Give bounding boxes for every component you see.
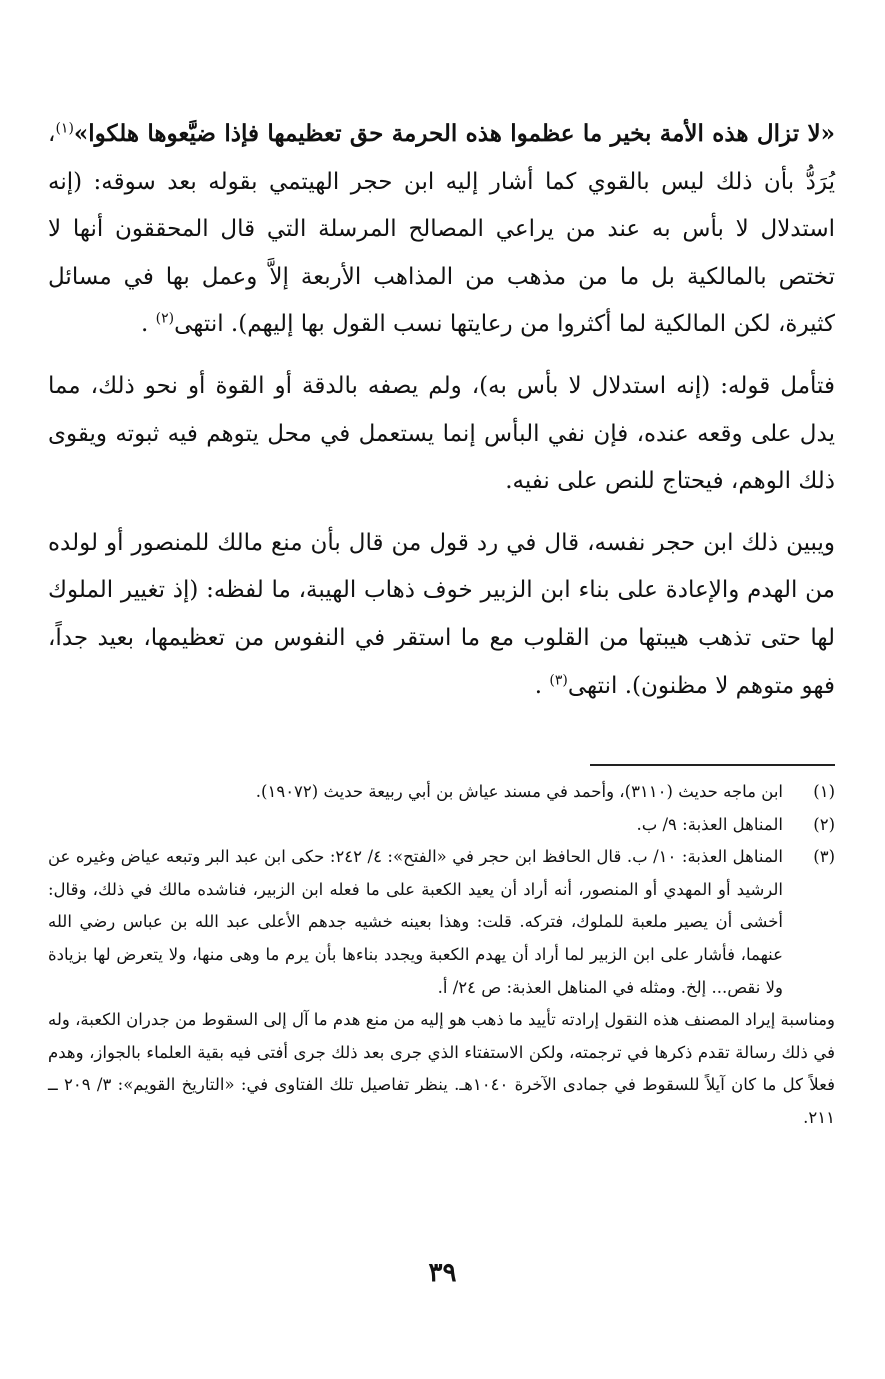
footnote-ref-2[interactable]: (٢) [155,310,175,327]
footnote-number: (٣) [813,847,835,867]
footnote-ref-1[interactable]: (١) [55,120,74,137]
paragraph-1-end: . [141,311,156,338]
paragraph-2: فتأمل قوله: (إنه استدلال لا بأس به)، ولم يصفه بالدقة أو القوة أو نحو ذلك، مما يدل على وقعه عنده، فإن نفي البأس إنما يستعمل في محل يتوهم فيه ثبوته ويقوى ذلك الوهم، فيحتاج للنص على نفيه. [48,372,835,495]
paragraph-3-end: . [534,672,550,699]
footnote-text: المناهل العذبة: ١٠/ ب. قال الحافظ ابن حجر في «الفتح»: ٤/ ٢٤٢: حكى ابن عبد البر وتبعه عياض وغيره عن الرشيد أو المهدي أو المنصور، أنه أراد أن يعيد الكعبة على ما فعله ابن الزبير، فناشده مالك في ذلك، وقال: أخشى أن يصير ملعبة للملوك، فتركه. قلت: وهذا بعينه خشيه جدهم الأعلى عبد الله بن عباس رضي الله عنهما، فأشار على ابن الزبير لما أراد أن يهدم الكعبة ويجدد بناءها بأن يرم ما وهى منها، ولا يتعرض لها بزيادة ولا نقص... إلخ. ومثله في المناهل العذبة: ص ٢٤/ أ. [48,847,783,997]
footnote-number: (١) [813,782,835,801]
paragraph-1 [48,110,835,349]
paragraph-1-text: ، يُرَدُّ بأن ذلك ليس بالقوي كما أشار إليه ابن حجر الهيتمي بقوله بعد سوقه: (إنه استدلال لا بأس به عند من يراعي المصالح المرسلة التي قال المحققون أنها لا تختص بالمالكية بل ما من مذهب من المذاهب الأربعة إلاَّ وعمل بها في مسائل كثيرة، لكن المالكية لما أكثروا من رعايتها نسب القول بها إليهم). انتهى [48,121,835,338]
footnote-1 [48,776,835,809]
footnote-divider [590,764,835,766]
footnotes [48,776,835,1135]
main-text [48,110,835,724]
paragraph-3 [48,520,835,710]
paragraph-3-text: ويبين ذلك ابن حجر نفسه، قال في رد قول من قال بأن منع مالك للمنصور أو لولده من الهدم والإعادة على بناء ابن الزبير خوف ذهاب الهيبة، ما لفظه: (إذ تغيير الملوك لها حتى تذهب هيبتها من القلوب مع ما استقر في النفوس من تعظيمها، بعيد جداً، فهو متوهم لا مظنون). انتهى [48,529,835,699]
hadith-quote: «لا تزال هذه الأمة بخير ما عظموا هذه الحرمة حق تعظيمها فإذا ضيَّعوها هلكوا» [73,120,835,147]
footnote-3 [48,841,835,1004]
footnote-text: ابن ماجه حديث (٣١١٠)، وأحمد في مسند عياش بن أبي ربيعة حديث (١٩٠٧٢). [255,782,783,801]
footnote-continuation: ومناسبة إيراد المصنف هذه النقول إرادته تأييد ما ذهب هو إليه من منع هدم ما آل إلى السقوط من جدران الكعبة، وله في ذلك رسالة تقدم ذكرها في ترجمته، ولكن الاستفتاء الذي جرى بعد ذلك جرى أفتى فيه بقية العلماء بالجواز، وهدم فعلاً كل ما كان آيلاً للسقوط في جمادى الآخرة ١٠٤٠هـ. ينظر تفاصيل تلك الفتاوى في: «التاريخ القويم»: ٣/ ٢٠٩ ــ ٢١١. [48,1010,835,1127]
footnote-2 [48,809,835,842]
footnote-text: المناهل العذبة: ٩/ ب. [636,814,783,834]
footnote-number: (٢) [813,814,835,834]
page-number: ٣٩ [428,1258,457,1288]
footnote-ref-3[interactable]: (٣) [549,671,568,688]
